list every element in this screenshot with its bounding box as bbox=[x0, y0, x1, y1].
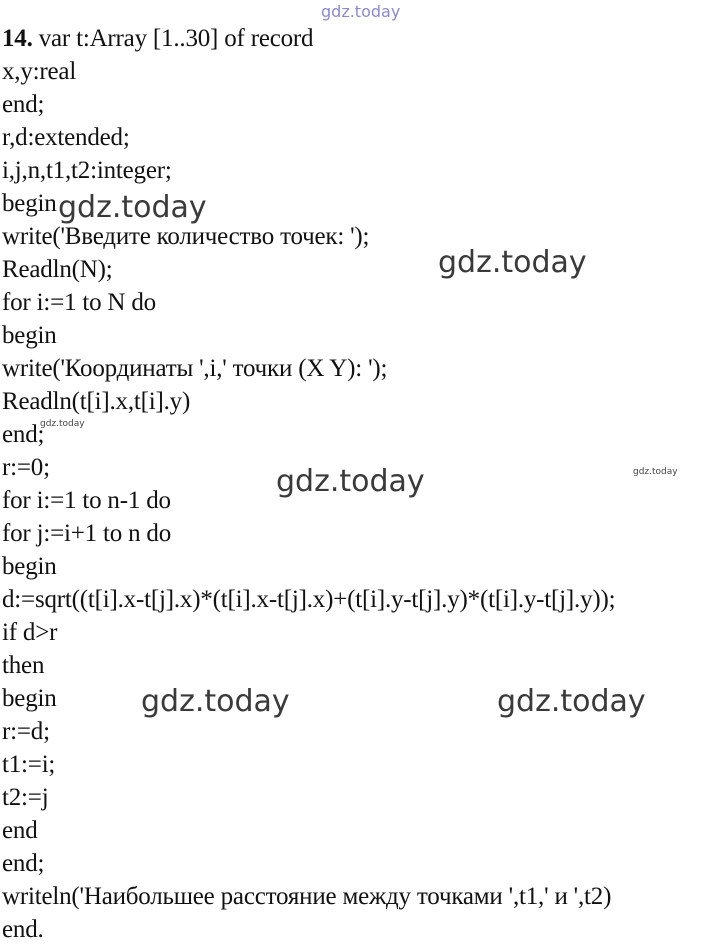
code-line-9: for i:=1 to N do bbox=[2, 289, 156, 316]
code-line-18: d:=sqrt((t[i].x-t[j].x)*(t[i].x-t[j].x)+(t[i].y-t[j].y)*(t[i].y-t[j].y)); bbox=[2, 586, 616, 613]
code-line-1 bbox=[2, 22, 615, 55]
code-line-7: write('Введите количество точек: '); bbox=[2, 223, 370, 250]
watermark: gdz.today bbox=[438, 245, 587, 280]
code-line-20: then bbox=[2, 652, 45, 679]
code-line-2: x,y:real bbox=[2, 58, 77, 85]
code-line-22: r:=d; bbox=[2, 718, 50, 745]
code-line-11: write('Координаты ',i,' точки (X Y): '); bbox=[2, 355, 388, 382]
code-line-25: end bbox=[2, 817, 38, 844]
watermark-small: gdz.today bbox=[40, 419, 85, 429]
code-line-19: if d>r bbox=[2, 619, 58, 646]
code-line-17: begin bbox=[2, 553, 57, 580]
code-line-text: var t:Array [1..30] of record bbox=[32, 25, 314, 52]
code-line-5: i,j,n,t1,t2:integer; bbox=[2, 157, 172, 184]
code-line-12: Readln(t[i].x,t[i].y) bbox=[2, 388, 191, 415]
code-line-13: end; bbox=[2, 421, 45, 448]
task-number: 14. bbox=[2, 25, 33, 52]
watermark: gdz.today bbox=[141, 684, 290, 719]
code-line-14: r:=0; bbox=[2, 454, 50, 481]
watermark: gdz.today bbox=[497, 684, 646, 719]
code-line-27: writeln('Наибольшее расстояние между точками ',t1,' и ',t2) bbox=[2, 883, 612, 910]
watermark: gdz.today bbox=[58, 190, 207, 225]
watermark: gdz.today bbox=[276, 464, 425, 499]
watermark-top: gdz.today bbox=[321, 2, 401, 21]
code-line-15: for i:=1 to n-1 do bbox=[2, 487, 171, 514]
code-line-10: begin bbox=[2, 322, 57, 349]
code-line-24: t2:=j bbox=[2, 784, 49, 811]
code-line-6: begin bbox=[2, 190, 57, 217]
code-line-3: end; bbox=[2, 91, 45, 118]
code-line-28: end. bbox=[2, 916, 44, 943]
code-line-23: t1:=i; bbox=[2, 751, 56, 778]
code-line-16: for j:=i+1 to n do bbox=[2, 520, 172, 547]
code-line-4: r,d:extended; bbox=[2, 124, 130, 151]
code-line-8: Readln(N); bbox=[2, 256, 113, 283]
code-line-26: end; bbox=[2, 850, 45, 877]
code-line-21: begin bbox=[2, 685, 57, 712]
watermark-small: gdz.today bbox=[633, 467, 678, 477]
